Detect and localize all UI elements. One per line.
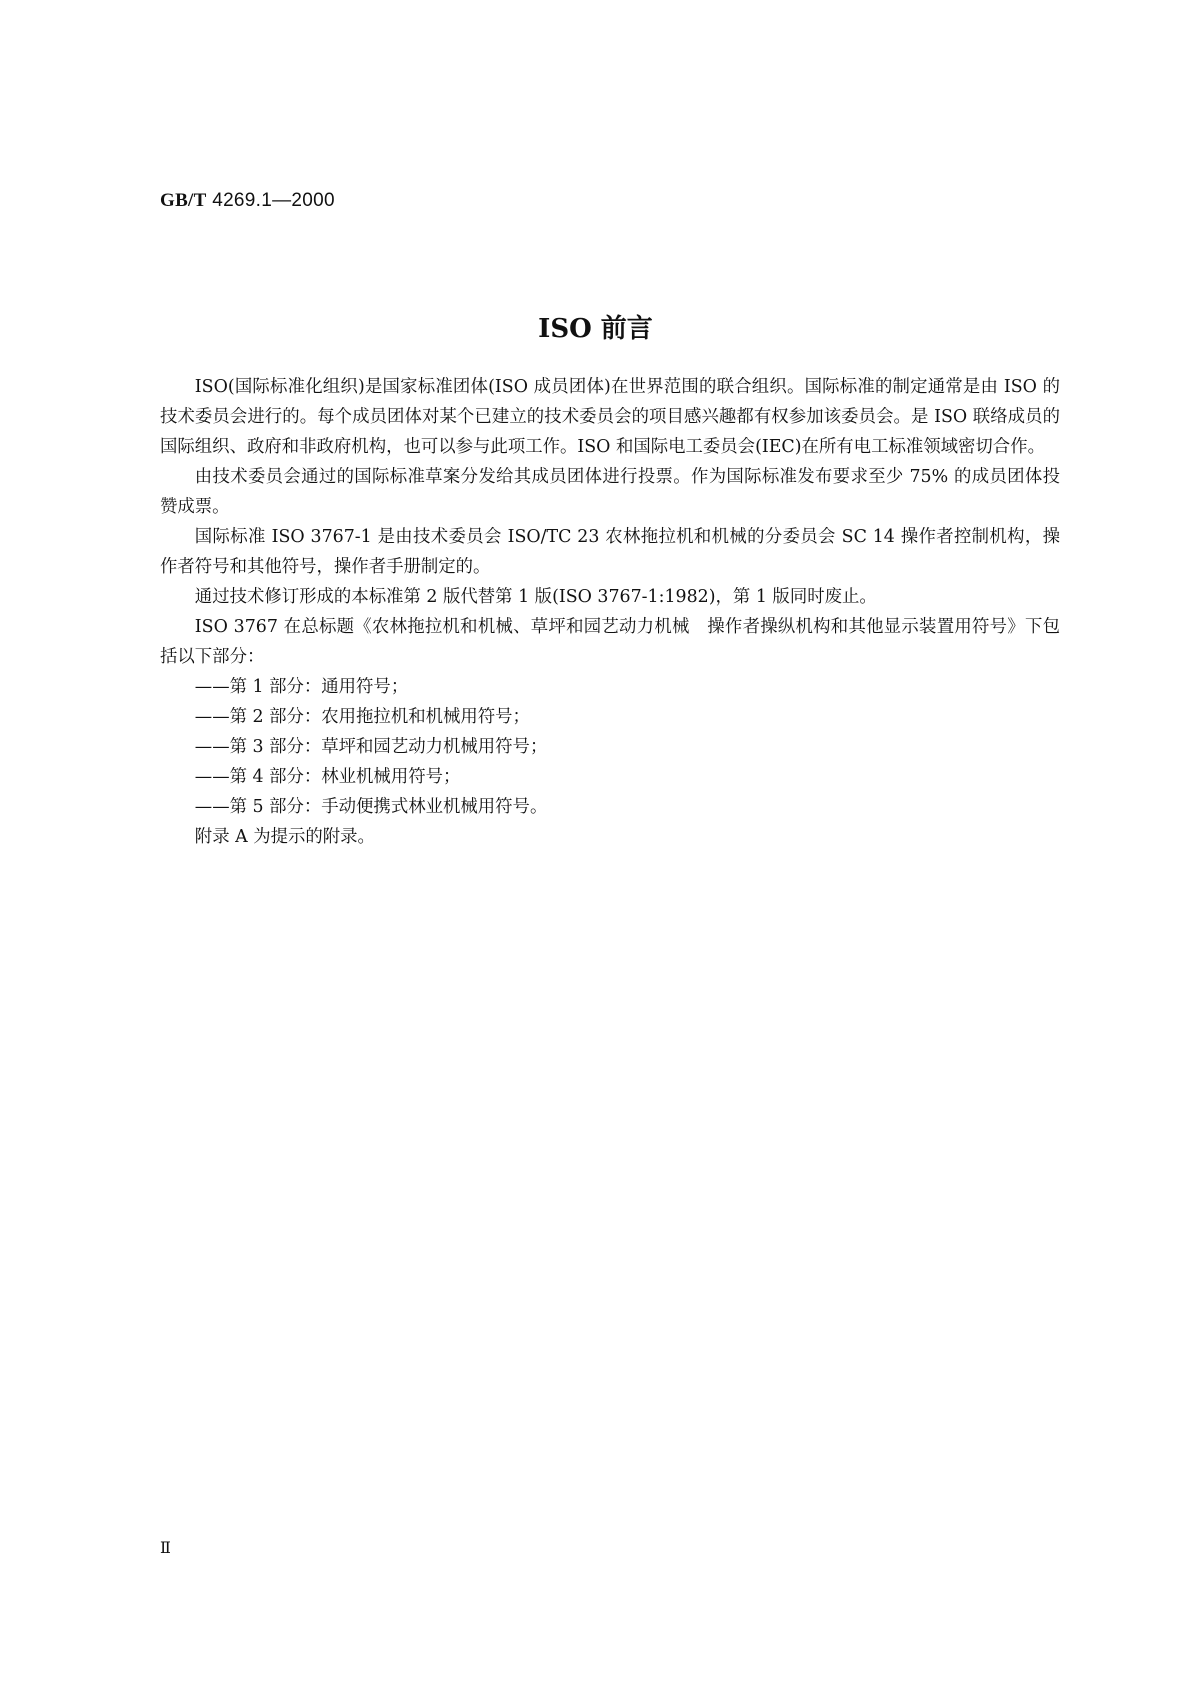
foreword-body xyxy=(160,372,1060,852)
paragraph-annex-note: 附录 A 为提示的附录。 xyxy=(194,827,375,847)
page-title: ISO 前言 xyxy=(538,314,653,344)
paragraph-voting: 由技术委员会通过的国际标准草案分发给其成员团体进行投票。作为国际标准发布要求至少 75% 的成员团体投赞成票。 xyxy=(160,467,1060,517)
list-item-part-5: ——第 5 部分：手动便携式林业机械用符号。 xyxy=(194,797,548,817)
paragraph-parts-intro: ISO 3767 在总标题《农林拖拉机和机械、草坪和园艺动力机械 操作者操纵机构和其他显示装置用符号》下包括以下部分： xyxy=(160,617,1060,667)
list-item-part-4: ——第 4 部分：林业机械用符号； xyxy=(194,767,461,787)
standard-prefix: GB/T xyxy=(160,190,207,211)
standard-number: 4269.1—2000 xyxy=(212,190,335,211)
paragraph-edition: 通过技术修订形成的本标准第 2 版代替第 1 版(ISO 3767-1:1982)，第 1 版同时废止。 xyxy=(194,587,877,607)
list-item-part-1: ——第 1 部分：通用符号； xyxy=(194,677,409,697)
page-number: Ⅱ xyxy=(160,1538,171,1557)
paragraph-prepared-by: 国际标准 ISO 3767-1 是由技术委员会 ISO/TC 23 农林拖拉机和机械的分委员会 SC 14 操作者控制机构，操作者符号和其他符号，操作者手册制定的。 xyxy=(160,527,1060,577)
list-item-part-3: ——第 3 部分：草坪和园艺动力机械用符号； xyxy=(194,737,548,757)
standard-number-header xyxy=(160,190,335,212)
list-item-part-2: ——第 2 部分：农用拖拉机和机械用符号； xyxy=(194,707,530,727)
paragraph-iso-intro: ISO(国际标准化组织)是国家标准团体(ISO 成员团体)在世界范围的联合组织。国际标准的制定通常是由 ISO 的技术委员会进行的。每个成员团体对某个已建立的技术委员会的项目感兴趣都有权参加该委员会。是 ISO 联络成员的国际组织、政府和非政府机构，也可以参与此项工作。ISO 和国际电工委员会(IEC)在所有电工标准领域密切合作。 xyxy=(160,377,1060,457)
